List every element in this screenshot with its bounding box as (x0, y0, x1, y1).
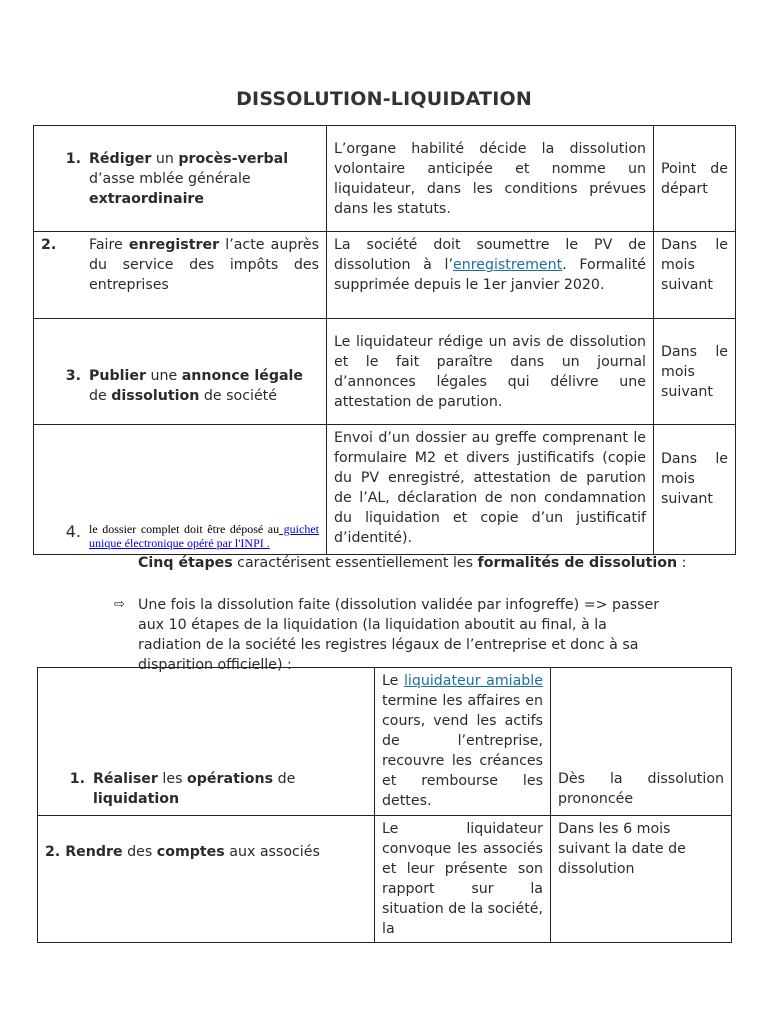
description-cell: Envoi d’un dossier au greffe comprenant le formulaire M2 et divers justificatifs (copie du PV enregistré, attestation de parution de l’AL, déclaration de non condamnation du liquidation et copie d’un justificatif d’identité). (327, 425, 654, 555)
timing-cell: Dans le mois suivant (654, 232, 736, 319)
text-run: l’acte auprès du service des impôts des entreprises (89, 237, 319, 293)
description-cell: L’organe habilité décide la dissolution volontaire anticipée et nomme un liquidateur, dans les conditions prévues dans les statuts. (327, 126, 654, 232)
step-text (93, 769, 367, 809)
step-text (60, 844, 320, 860)
bold-text-run: Rendre (60, 844, 123, 860)
text-run: d’asse mblée générale (89, 170, 251, 187)
text-run: aux associés (224, 844, 320, 860)
step-text: le dossier complet doit être déposé au guichet unique électronique opéré par l'INPI . (89, 522, 319, 550)
table-row (34, 232, 736, 319)
step-cell (34, 319, 327, 425)
liquidateur-amiable-link[interactable]: liquidateur amiable (403, 673, 543, 689)
description-cell: Le liquidateur rédige un avis de dissolution et le fait paraître dans un journal d’annonces légales qui délivre une attestation de parution. (327, 319, 654, 425)
step-text (89, 366, 319, 406)
timing-cell: Dès la dissolution prononcée (551, 668, 732, 816)
bold-text-run: dissolution (111, 388, 200, 404)
page-title: DISSOLUTION-LIQUIDATION (236, 88, 532, 110)
step-cell (34, 425, 327, 555)
liquidation-steps-table (37, 667, 732, 943)
table-row (34, 126, 736, 232)
bold-text-run: annonce légale (181, 368, 304, 384)
description-cell: La société doit soumettre le PV de dissolution à l’enregistrement. Formalité supprimée depuis le 1er janvier 2020. (327, 232, 654, 319)
timing-cell: Dans le mois suivant (654, 319, 736, 425)
table-row (34, 425, 736, 555)
text-run: un (151, 150, 179, 167)
bold-text-run: liquidation (93, 791, 180, 807)
step-cell (34, 232, 327, 319)
step-number: 3. (65, 368, 81, 384)
text-run: de (273, 771, 296, 787)
timing-cell: Point de départ (654, 126, 736, 232)
bold-text-run: Publier (89, 368, 146, 384)
step-number: 2. (45, 844, 61, 860)
enregistrement-link[interactable]: enregistrement (452, 257, 563, 273)
step-cell (38, 668, 375, 816)
step-cell (38, 816, 375, 943)
bold-text-run: extraordinaire (89, 190, 205, 207)
bold-text-run: comptes (156, 844, 225, 860)
text-run: de (89, 388, 112, 404)
text-run: les (157, 771, 188, 787)
bold-text-run: enregistrer (128, 237, 220, 253)
bold-text-run: opérations (187, 771, 274, 787)
arrow-bullet-icon: ⇨ (114, 597, 125, 612)
step-number: 1. (65, 150, 81, 167)
liquidation-intro: Une fois la dissolution faite (dissolution validée par infogreffe) => passer aux 10 étapes de la liquidation (la liquidation aboutit au final, à la radiation de la société les registres légaux de l’entreprise et donc à sa disparition officielle) : (138, 597, 660, 673)
table-row (38, 668, 732, 816)
dissolution-steps-table (33, 125, 736, 555)
bold-text-run: procès-verbal (178, 150, 289, 167)
text-run: de société (199, 388, 277, 404)
table-row (38, 816, 732, 943)
step-number: 1. (69, 771, 85, 787)
text-run: Faire (89, 237, 129, 253)
description-cell: Le liquidateur convoque les associés et leur présente son rapport sur la situation de la société, la (375, 816, 551, 943)
step-text (89, 235, 319, 295)
bold-text-run: Réaliser (93, 771, 158, 787)
description-cell: Le liquidateur amiable termine les affaires en cours, vend les actifs de l’entreprise, recouvre les créances et rembourse les dettes. (375, 668, 551, 816)
step-number: 2. (41, 237, 57, 253)
summary-sentence: Cinq étapes caractérisent essentiellement les formalités de dissolution : (138, 555, 687, 571)
bold-text-run: Rédiger (89, 150, 152, 167)
timing-cell: Dans les 6 mois suivant la date de dissolution (551, 816, 732, 943)
text-run: une (146, 368, 182, 384)
text-run: des (122, 844, 157, 860)
step-text (89, 149, 319, 209)
table-row (34, 319, 736, 425)
timing-cell: Dans le mois suivant (654, 425, 736, 555)
step-cell (34, 126, 327, 232)
inpi-guichet-link[interactable]: guichet unique électronique opéré par l'INPI . (89, 522, 319, 550)
step-number: 4. (65, 522, 81, 541)
